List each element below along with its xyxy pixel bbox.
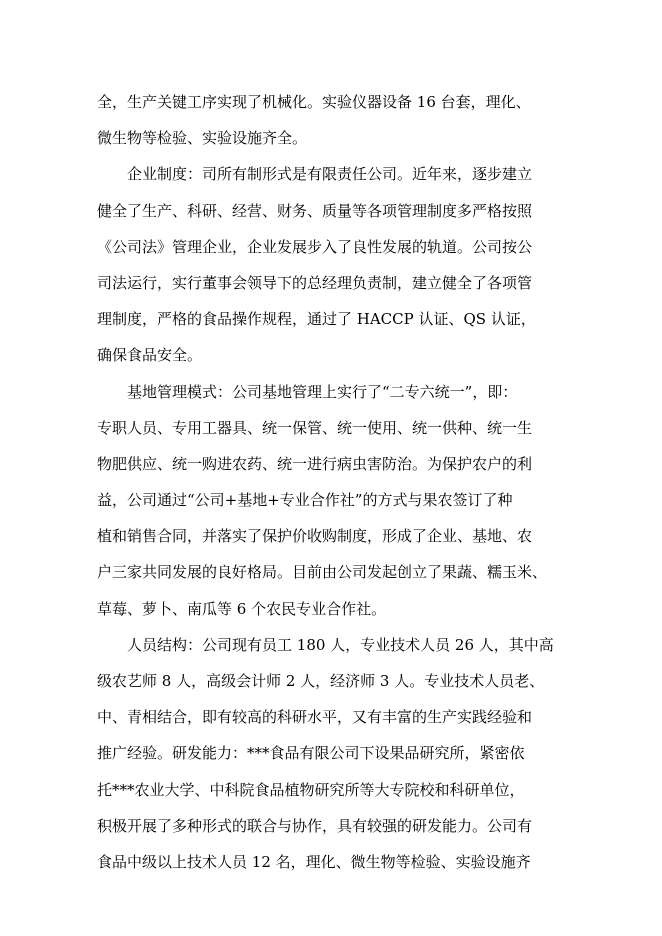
paragraph-start-line: 人员结构：公司现有员工 180 人，专业技术人员 26 人，其中高 — [127, 635, 554, 654]
text-line: 益，公司通过“公司+基地+专业合作社”的方式与果农签订了种 — [97, 491, 513, 510]
text-line: 《公司法》管理企业，企业发展步入了良性发展的轨道。公司按公 — [97, 237, 533, 256]
text-line: 级农艺师 8 人，高级会计师 2 人，经济师 3 人。专业技术人员老、 — [97, 672, 545, 690]
text-line: 确保食品安全。 — [97, 346, 203, 365]
text-line: 草莓、萝卜、南瓜等 6 个农民专业合作社。 — [97, 599, 387, 618]
text-line: 全，生产关键工序实现了机械化。实验仪器设备 16 台套，理化、 — [97, 93, 531, 111]
text-line: 户三家共同发展的良好格局。目前由公司发起创立了果蔬、糯玉米、 — [97, 563, 548, 582]
document-body — [97, 84, 597, 880]
text-line: 物肥供应、统一购进农药、统一进行病虫害防治。为保护农户的利 — [97, 454, 533, 473]
text-line: 托***农业大学、中科院食品植物研究所等大专院校和科研单位， — [97, 780, 525, 799]
text-line: 植和销售合同，并落实了保护价收购制度，形成了企业、基地、农 — [97, 527, 533, 546]
text-line: 积极开展了多种形式的联合与协作，具有较强的研发能力。公司有 — [97, 816, 533, 835]
text-line: 健全了生产、科研、经营、财务、质量等各项管理制度多严格按照 — [97, 201, 533, 220]
text-line: 理制度，严格的食品操作规程，通过了 HACCP 认证、QS 认证， — [97, 310, 536, 329]
text-line: 司法运行，实行董事会领导下的总经理负责制，建立健全了各项管 — [97, 273, 533, 292]
text-line: 中、青相结合，即有较高的科研水平，又有丰富的生产实践经验和 — [97, 708, 533, 727]
text-line: 微生物等检验、实验设施齐全。 — [97, 129, 308, 148]
text-line: 专职人员、专用工器具、统一保管、统一使用、统一供种、统一生 — [97, 418, 533, 437]
text-line: 食品中级以上技术人员 12 名，理化、微生物等检验、实验设施齐 — [97, 852, 531, 871]
paragraph-start-line: 基地管理模式：公司基地管理上实行了“二专六统一”，即： — [127, 382, 518, 401]
text-line: 推广经验。研发能力：***食品有限公司下设果品研究所，紧密依 — [97, 744, 525, 763]
paragraph-start-line: 企业制度：司所有制形式是有限责任公司。近年来，逐步建立 — [127, 165, 533, 184]
